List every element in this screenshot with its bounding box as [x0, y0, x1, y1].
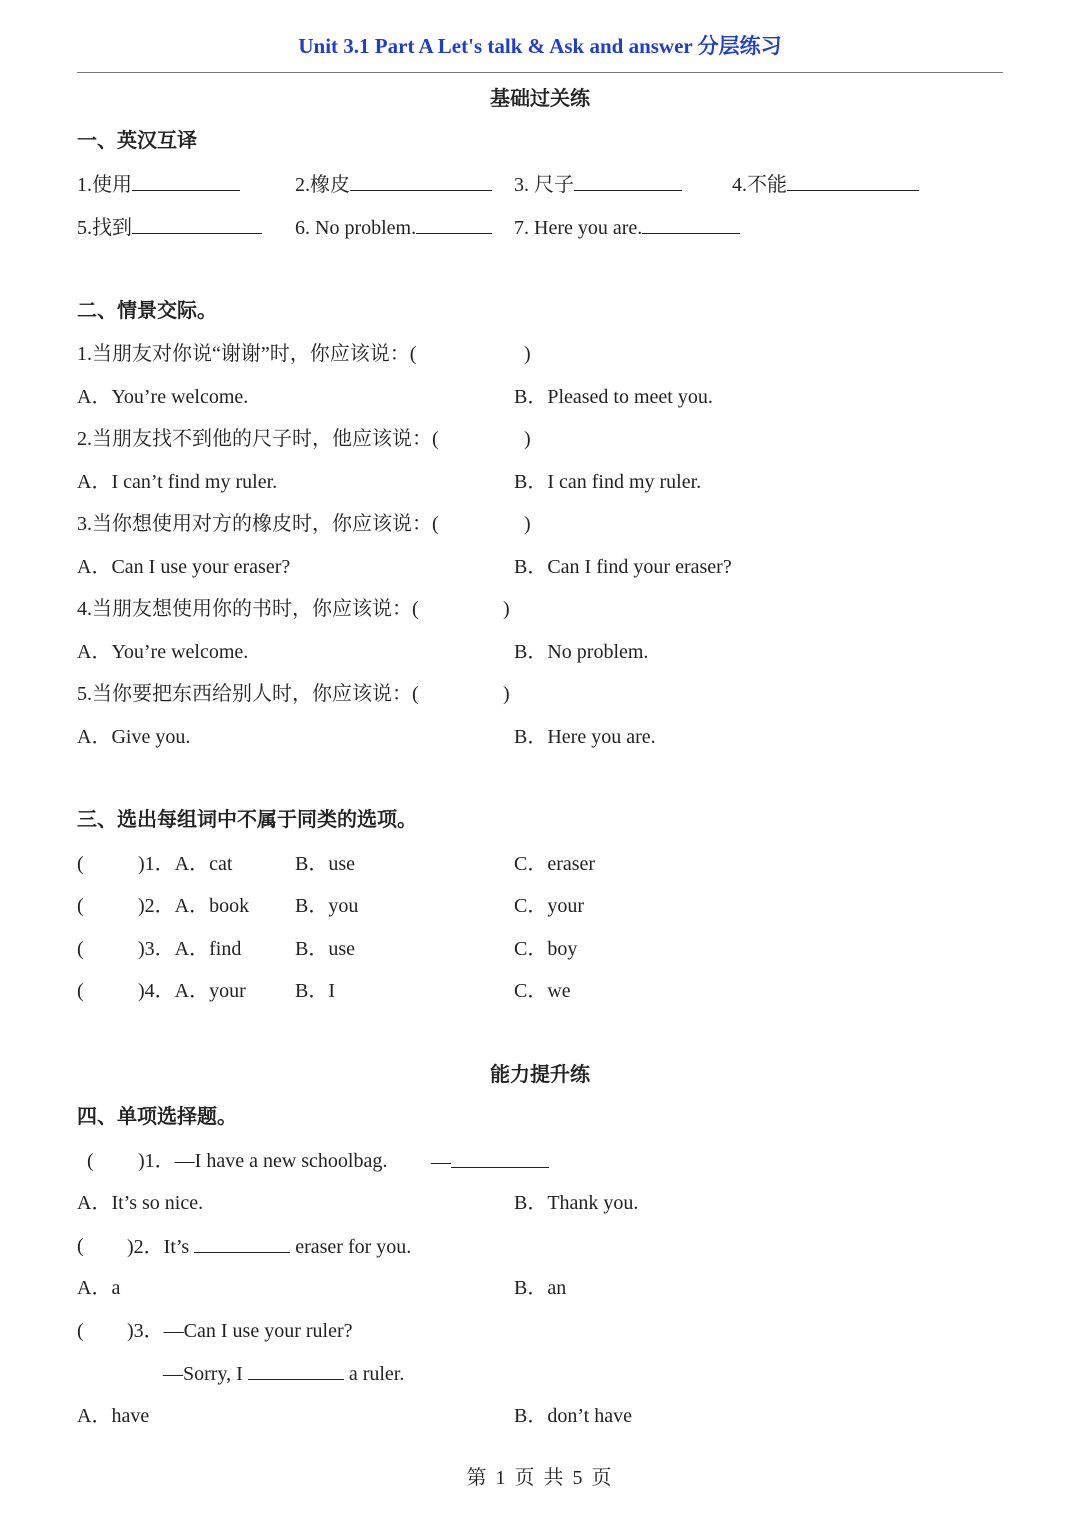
part3-row-1-option-c: C．eraser [514, 853, 596, 875]
answer-bracket-open[interactable]: ( [77, 938, 84, 960]
part3-row-2-option-b: B．you [295, 895, 359, 917]
answer-bracket-open[interactable]: ( [87, 1150, 94, 1172]
part1-item-1: 1.使用 [77, 172, 240, 197]
answer-blank[interactable] [132, 215, 262, 234]
part3-row-1-option-a: )1．A．cat [138, 853, 233, 875]
part4-question-2: )2．It’s eraser for you. [127, 1236, 412, 1258]
part4-question-1: )1．—I have a new schoolbag. [138, 1150, 388, 1172]
part2-q1-option-b[interactable]: B．Pleased to meet you. [514, 386, 713, 408]
part2-question-4: 4.当朋友想使用你的书时，你应该说：( [77, 598, 419, 620]
part2-q2-option-a[interactable]: A．I can’t find my ruler. [77, 471, 278, 493]
part1-item-2: 2.橡皮 [295, 172, 492, 197]
part1-item-3: 3. 尺子 [514, 172, 682, 197]
part3-row-4-option-b: B．I [295, 980, 335, 1002]
answer-bracket-close: ) [503, 598, 510, 620]
answer-blank[interactable] [574, 172, 682, 191]
header-divider [77, 72, 1003, 73]
part3-row-3-option-c: C．boy [514, 938, 578, 960]
part2-q5-option-b[interactable]: B．Here you are. [514, 726, 656, 748]
part3-row-2-option-a: )2．A．book [138, 895, 250, 917]
answer-bracket-close: ) [524, 428, 531, 450]
answer-bracket-open[interactable]: ( [77, 980, 84, 1002]
answer-blank[interactable] [787, 172, 919, 191]
part2-q2-option-b[interactable]: B．I can find my ruler. [514, 471, 702, 493]
part1-item-6: 6. No problem. [295, 215, 492, 240]
part4-q1-option-b[interactable]: B．Thank you. [514, 1192, 639, 1214]
part3-title: 三、选出每组词中不属于同类的选项。 [77, 809, 417, 831]
part3-row-4-option-a: )4．A．your [138, 980, 246, 1002]
part3-row-1-option-b: B．use [295, 853, 355, 875]
answer-blank[interactable] [350, 172, 492, 191]
answer-blank[interactable] [194, 1234, 290, 1253]
answer-blank[interactable] [248, 1361, 344, 1380]
part2-q3-option-a[interactable]: A．Can I use your eraser? [77, 556, 291, 578]
part2-title: 二、情景交际。 [77, 300, 217, 322]
part3-row-2-option-c: C．your [514, 895, 584, 917]
part4-q3-option-b[interactable]: B．don’t have [514, 1405, 632, 1427]
answer-bracket-open[interactable]: ( [77, 1320, 84, 1342]
part3-row-3-option-b: B．use [295, 938, 355, 960]
part4-q2-option-a[interactable]: A．a [77, 1277, 121, 1299]
part4-question-3: )3．—Can I use your ruler? [127, 1320, 353, 1342]
answer-bracket-open[interactable]: ( [77, 853, 84, 875]
document-title: Unit 3.1 Part A Let's talk & Ask and answer 分层练习 [298, 34, 782, 58]
page-number: 第 1 页 共 5 页 [466, 1467, 614, 1489]
part2-q4-option-b[interactable]: B．No problem. [514, 641, 649, 663]
part1-title: 一、英汉互译 [77, 130, 197, 152]
part2-q1-option-a[interactable]: A．You’re welcome. [77, 386, 249, 408]
part4-q2-option-b[interactable]: B．an [514, 1277, 567, 1299]
part1-item-5: 5.找到 [77, 215, 262, 240]
section-heading-basic: 基础过关练 [490, 88, 590, 110]
part1-item-4: 4.不能 [732, 172, 919, 197]
part4-q3-option-a[interactable]: A．have [77, 1405, 150, 1427]
part3-row-3-option-a: )3．A．find [138, 938, 242, 960]
answer-blank[interactable] [451, 1149, 549, 1168]
answer-bracket-open[interactable]: ( [77, 895, 84, 917]
part2-q5-option-a[interactable]: A．Give you. [77, 726, 191, 748]
part4-q1-option-a[interactable]: A．It’s so nice. [77, 1192, 204, 1214]
part2-q4-option-a[interactable]: A．You’re welcome. [77, 641, 249, 663]
answer-bracket-open[interactable]: ( [77, 1235, 84, 1257]
answer-blank[interactable] [642, 215, 740, 234]
part3-row-4-option-c: C．we [514, 980, 571, 1002]
answer-blank[interactable] [132, 172, 240, 191]
answer-blank[interactable] [416, 215, 492, 234]
part4-q3-response: —Sorry, I a ruler. [163, 1363, 405, 1385]
answer-bracket-close: ) [503, 683, 510, 705]
answer-bracket-close: ) [524, 343, 531, 365]
part4-q1-response: — [431, 1149, 549, 1174]
part4-title: 四、单项选择题。 [77, 1106, 237, 1128]
answer-bracket-close: ) [524, 513, 531, 535]
part2-q3-option-b[interactable]: B．Can I find your eraser? [514, 556, 732, 578]
part2-question-2: 2.当朋友找不到他的尺子时，他应该说：( [77, 428, 439, 450]
part1-item-7: 7. Here you are. [514, 215, 740, 240]
part2-question-1: 1.当朋友对你说“谢谢”时，你应该说：( [77, 343, 417, 365]
part2-question-5: 5.当你要把东西给别人时，你应该说：( [77, 683, 419, 705]
part2-question-3: 3.当你想使用对方的橡皮时，你应该说：( [77, 513, 439, 535]
section-heading-advanced: 能力提升练 [490, 1064, 590, 1086]
